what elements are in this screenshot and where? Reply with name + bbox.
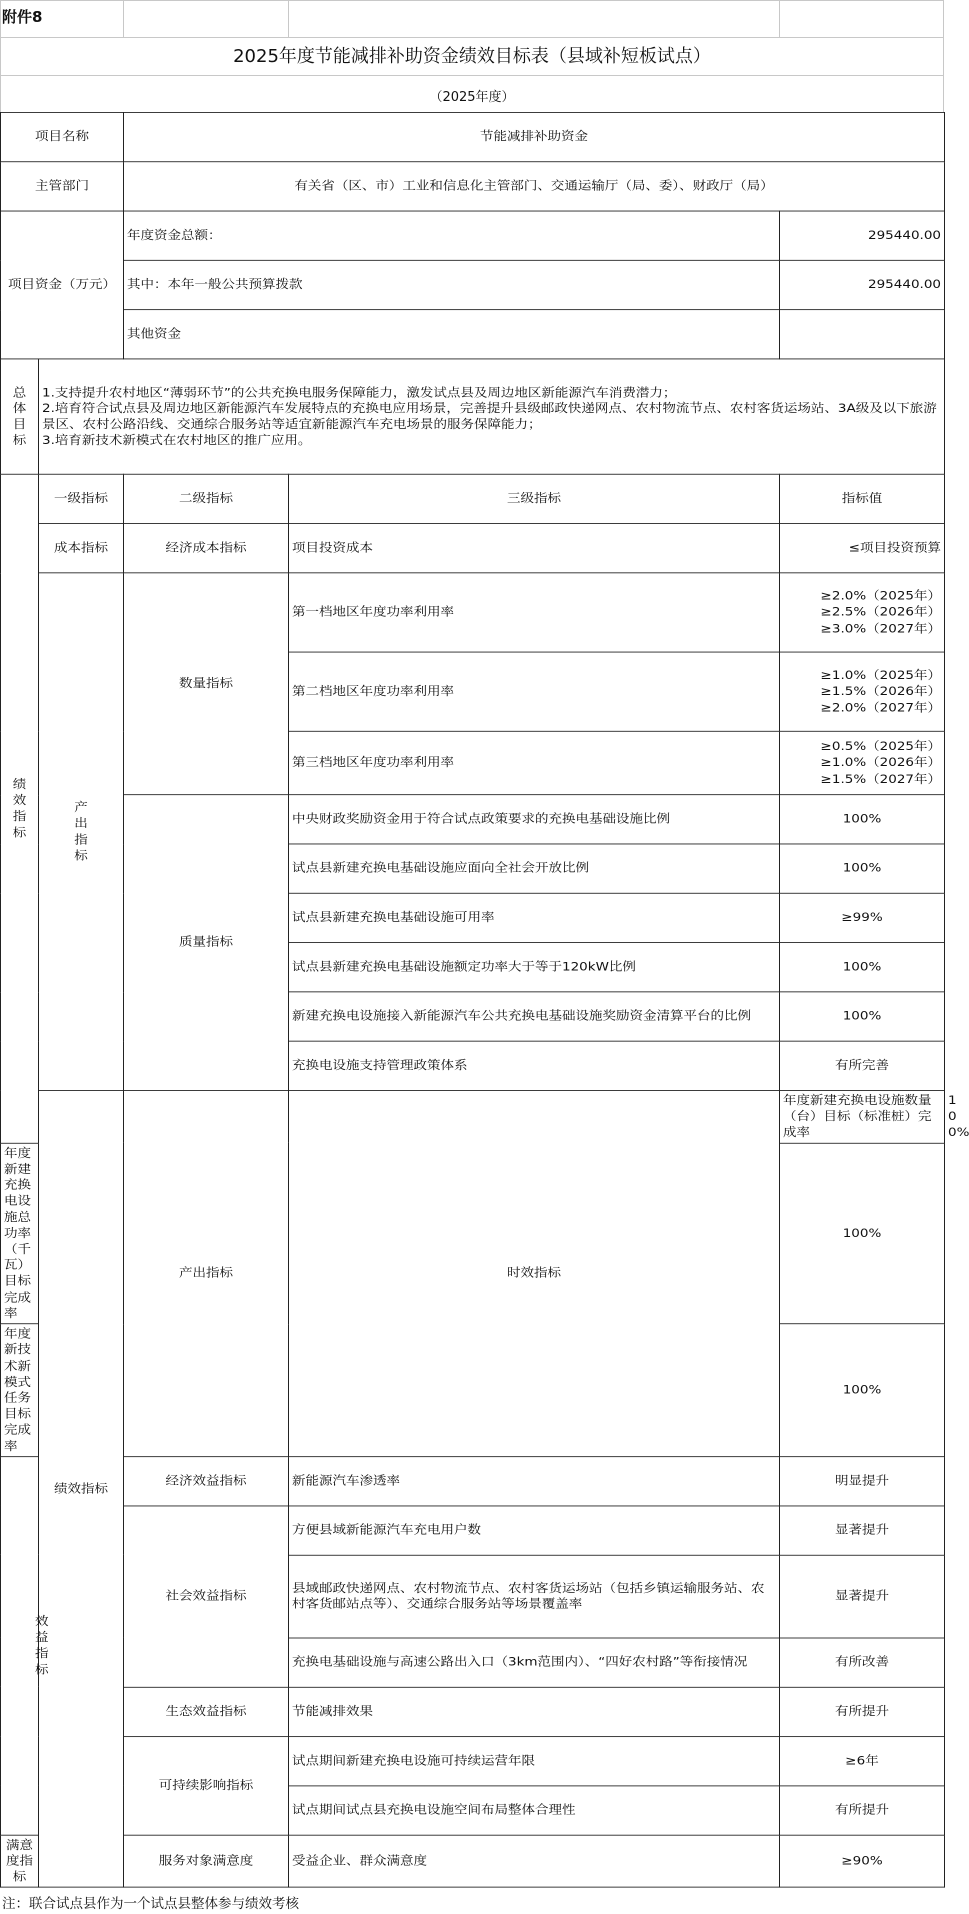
sustainable-value-1: ≥6年 [780, 1736, 945, 1785]
quantity-value-1-2027: ≥3.0%（2027年） [820, 621, 942, 636]
economic-level2: 经济效益指标 [124, 1456, 289, 1505]
quantity-item-2: 第二档地区年度功率利用率 [289, 652, 780, 731]
social-item-2: 县域邮政快递网点、农村物流节点、农村客货运场站（包括乡镇运输服务站、农村客货邮站点等）、交通综合服务站等场景覆盖率 [289, 1555, 780, 1638]
timeliness-item-2: 年度新建充换电设施总功率（千瓦）目标完成率 [1, 1143, 39, 1324]
header-level1: 一级指标 [39, 474, 124, 523]
quality-row-1 [1, 795, 945, 844]
satisfaction-level3: 受益企业、群众满意度 [289, 1835, 780, 1888]
social-value-3: 有所改善 [780, 1638, 945, 1687]
sustainable-row-1 [1, 1736, 945, 1785]
timeliness-item-1: 年度新建充换电设施数量（台）目标（标准桩）完成率 [780, 1090, 945, 1143]
timeliness-row-1: 绩效指标 产出指标 时效指标 年度新建充换电设施数量（台）目标（标准桩）完成率 100% [1, 1090, 945, 1143]
quantity-value-2-2027: ≥2.0%（2027年） [820, 700, 942, 715]
funds-other-label: 其他资金 [124, 310, 780, 359]
ecological-level3: 节能减排效果 [289, 1687, 780, 1736]
satisfaction-value: ≥90% [780, 1835, 945, 1888]
cost-row [1, 524, 945, 573]
funds-row-budget [1, 260, 945, 309]
header-value: 指标值 [780, 474, 945, 523]
economic-value: 明显提升 [780, 1456, 945, 1505]
quantity-level2: 数量指标 [124, 573, 289, 795]
social-value-2: 显著提升 [780, 1555, 945, 1638]
department-row [1, 162, 945, 211]
quantity-value-1-2025: ≥2.0%（2025年） [820, 589, 942, 604]
perf-label-1: 绩效指标 [1, 474, 39, 1143]
overall-goal-label: 总体目标 [1, 359, 39, 474]
project-name-label: 项目名称 [1, 112, 124, 161]
performance-target-table [0, 112, 969, 1888]
year-label: （2025年度） [429, 90, 515, 105]
quality-item-5: 新建充换电设施接入新能源汽车公共充换电基础设施奖励资金清算平台的比例 [289, 992, 780, 1041]
quality-level2: 质量指标 [124, 795, 289, 1091]
quantity-value-2 [780, 652, 945, 731]
funds-label: 项目资金（万元） [1, 211, 124, 359]
footnote: 注：联合试点县作为一个试点县整体参与绩效考核 [2, 1896, 299, 1912]
overall-goal-text [39, 359, 945, 474]
overall-goal-row [1, 359, 945, 474]
quality-item-6: 充换电设施支持管理政策体系 [289, 1041, 780, 1090]
quantity-value-3-2025: ≥0.5%（2025年） [820, 739, 942, 754]
page-title: 2025年度节能减排补助资金绩效目标表（县域补短板试点） [233, 46, 711, 67]
funds-row-total [1, 211, 945, 260]
funds-row-other [1, 310, 945, 359]
satisfaction-level1: 满意度指标 [1, 1835, 39, 1888]
quality-item-4: 试点县新建充换电基础设施额定功率大于等于120kW比例 [289, 943, 780, 992]
quality-value-6: 有所完善 [780, 1041, 945, 1090]
cost-level1: 成本指标 [39, 524, 124, 573]
quality-item-2: 试点县新建充换电基础设施应面向全社会开放比例 [289, 844, 780, 893]
cost-level2: 经济成本指标 [124, 524, 289, 573]
sustainable-item-2: 试点期间试点县充换电设施空间布局整体合理性 [289, 1786, 780, 1835]
quantity-value-1-2026: ≥2.5%（2026年） [820, 605, 942, 620]
quality-value-3: ≥99% [780, 893, 945, 942]
header-level3: 三级指标 [289, 474, 780, 523]
quality-value-4: 100% [780, 943, 945, 992]
output-label-2: 产出指标 [124, 1090, 289, 1456]
funds-budget-value: 295440.00 [780, 260, 945, 309]
social-item-1: 方便县域新能源汽车充电用户数 [289, 1506, 780, 1555]
quantity-value-3-2027: ≥1.5%（2027年） [820, 771, 942, 786]
sustainable-value-2: 有所提升 [780, 1786, 945, 1835]
output-label-1: 产出指标 [39, 573, 124, 1091]
sustainable-level2: 可持续影响指标 [124, 1736, 289, 1835]
social-value-1: 显著提升 [780, 1506, 945, 1555]
perf-label-2: 绩效指标 [39, 1090, 124, 1887]
benefit-label: 效益指标 [1, 1456, 39, 1835]
quality-value-1: 100% [780, 795, 945, 844]
ecological-row [1, 1687, 945, 1736]
annex-label: 附件8 [2, 8, 43, 26]
overall-goal-2: 2.培育符合试点县及周边地区新能源汽车发展特点的充换电应用场景，完善提升县级邮政快递网点、农村物流节点、农村客货运场站、3A级及以下旅游景区、农村公路沿线、交通综合服务站等适宜新能源汽车充电场景的服务保障能力； [42, 401, 937, 432]
ecological-level2: 生态效益指标 [124, 1687, 289, 1736]
quantity-row-1 [1, 573, 945, 652]
funds-budget-label: 其中：本年一般公共预算拨款 [124, 260, 780, 309]
indicator-header-row [1, 474, 945, 523]
economic-row [1, 1456, 945, 1505]
quality-item-3: 试点县新建充换电基础设施可用率 [289, 893, 780, 942]
cost-level3: 项目投资成本 [289, 524, 780, 573]
sustainable-item-1: 试点期间新建充换电设施可持续运营年限 [289, 1736, 780, 1785]
quantity-value-1 [780, 573, 945, 652]
timeliness-item-3: 年度新技术新模式任务目标完成率 [1, 1324, 39, 1457]
header-level2: 二级指标 [124, 474, 289, 523]
funds-other-value [780, 310, 945, 359]
timeliness-level2: 时效指标 [289, 1090, 780, 1456]
cost-value: ≤项目投资预算 [780, 524, 945, 573]
quality-value-2: 100% [780, 844, 945, 893]
quantity-value-2-2026: ≥1.5%（2026年） [820, 684, 942, 699]
overall-goal-3: 3.培育新技术新模式在农村地区的推广应用。 [42, 433, 312, 448]
social-item-3: 充换电基础设施与高速公路出入口（3km范围内）、“四好农村路”等衔接情况 [289, 1638, 780, 1687]
satisfaction-row [1, 1835, 945, 1888]
project-name-row [1, 112, 945, 161]
quality-item-1: 中央财政奖励资金用于符合试点政策要求的充换电基础设施比例 [289, 795, 780, 844]
quantity-item-1: 第一档地区年度功率利用率 [289, 573, 780, 652]
quality-value-5: 100% [780, 992, 945, 1041]
timeliness-value-3: 100% [780, 1324, 945, 1457]
ecological-value: 有所提升 [780, 1687, 945, 1736]
quantity-value-3-2026: ≥1.0%（2026年） [820, 755, 942, 770]
timeliness-value-2: 100% [780, 1143, 945, 1324]
quantity-value-3 [780, 731, 945, 794]
department-value: 有关省（区、市）工业和信息化主管部门、交通运输厅（局、委）、财政厅（局） [124, 162, 945, 211]
funds-total-label: 年度资金总额： [124, 211, 780, 260]
funds-total-value: 295440.00 [780, 211, 945, 260]
department-label: 主管部门 [1, 162, 124, 211]
satisfaction-level2: 服务对象满意度 [124, 1835, 289, 1888]
social-level2: 社会效益指标 [124, 1506, 289, 1687]
project-name-value: 节能减排补助资金 [124, 112, 945, 161]
quantity-value-2-2025: ≥1.0%（2025年） [820, 668, 942, 683]
overall-goal-1: 1.支持提升农村地区“薄弱环节”的公共充换电服务保障能力，激发试点县及周边地区新能源汽车消费潜力； [42, 385, 677, 400]
quantity-item-3: 第三档地区年度功率利用率 [289, 731, 780, 794]
economic-level3: 新能源汽车渗透率 [289, 1456, 780, 1505]
social-row-1 [1, 1506, 945, 1555]
